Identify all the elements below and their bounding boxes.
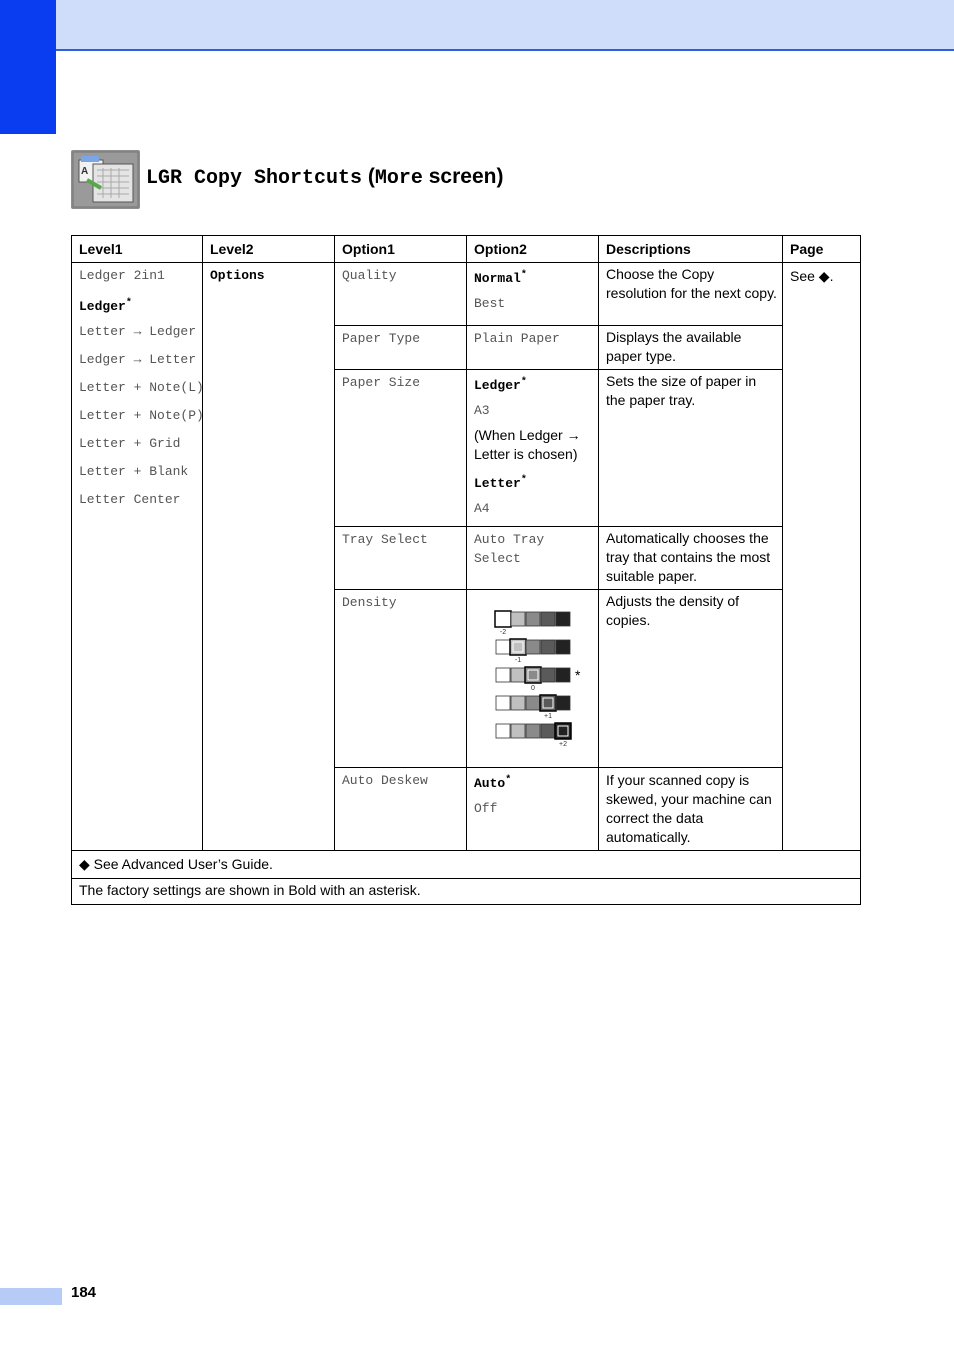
col-descriptions: Descriptions (606, 241, 691, 257)
desc-paper-size: Sets the size of paper in the paper tray. (606, 373, 757, 408)
density-swatch (541, 668, 555, 682)
density-swatch (511, 612, 525, 626)
density-swatch (511, 696, 525, 710)
option1-tray-select: Tray Select (342, 532, 428, 547)
title-paren: ( (367, 165, 375, 188)
density-default-marker: * (575, 667, 581, 683)
page-number: 184 (71, 1284, 97, 1301)
density-swatch (496, 696, 510, 710)
density-swatch (511, 724, 525, 738)
level1-item: Letter + Note(L) (79, 380, 204, 395)
desc-density: Adjusts the density of copies. (606, 593, 740, 628)
density-level-label: -2 (499, 629, 507, 636)
level1-item: Ledger* (79, 298, 132, 314)
density-level-label: +1 (544, 713, 552, 720)
density-swatch (496, 668, 510, 682)
density-swatch-inner (513, 642, 523, 652)
density-swatch (511, 668, 525, 682)
copy-document-icon (71, 150, 140, 209)
desc-tray-select: Automatically chooses the tray that contains the most suitable paper. (606, 530, 771, 584)
section-title (146, 165, 503, 190)
title-more: More (374, 167, 423, 190)
level1-item: Letter + Note(P) (79, 408, 204, 423)
page-ref: See ◆. (790, 268, 834, 284)
option2-tray-select: Auto Tray Select (474, 532, 545, 566)
option2-quality: Normal* Best (474, 270, 527, 311)
density-swatch (541, 724, 555, 738)
col-option2: Option2 (474, 241, 527, 257)
title-shortcuts: LGR Copy Shortcuts (146, 167, 363, 190)
desc-paper-type: Displays the available paper type. (606, 329, 742, 364)
density-swatch-inner (558, 726, 568, 736)
option1-paper-type: Paper Type (342, 331, 421, 346)
col-page: Page (790, 241, 824, 257)
density-level-label: +2 (559, 741, 567, 748)
density-level-label: 0 (531, 685, 535, 692)
density-swatch (556, 696, 570, 710)
density-swatch (526, 640, 540, 654)
density-swatch (541, 612, 555, 626)
density-swatch (556, 640, 570, 654)
level1-list (79, 262, 204, 514)
density-swatch (526, 612, 540, 626)
density-scale (474, 606, 596, 756)
option1-quality: Quality (342, 268, 397, 283)
option1-auto-deskew: Auto Deskew (342, 773, 428, 788)
density-swatch (495, 611, 511, 627)
page-strip (0, 1288, 62, 1305)
density-swatch (496, 724, 510, 738)
level1-item: Letter Center (79, 492, 181, 507)
density-swatch (526, 724, 540, 738)
desc-quality: Choose the Copy resolution for the next copy. (606, 266, 777, 301)
option2-auto-deskew: Auto* Off (474, 775, 512, 816)
title-screen: screen) (428, 165, 504, 188)
level1-item: Ledger 2in1 (79, 268, 165, 283)
density-swatch (556, 668, 570, 682)
density-swatch (541, 640, 555, 654)
svg-text:A: A (81, 166, 89, 177)
col-level1: Level1 (79, 241, 123, 257)
option2-paper-size: Ledger* A3 (When Ledger → Letter is chosen) Letter* A4 (474, 377, 581, 516)
density-swatch (556, 612, 570, 626)
option1-density: Density (342, 595, 397, 610)
level1-item: Letter + Grid (79, 436, 181, 451)
level1-item: Letter → Ledger (79, 324, 197, 339)
top-band (0, 0, 954, 51)
level2-options: Options (210, 268, 265, 283)
density-swatch-inner (528, 670, 538, 680)
level1-item: Ledger → Letter (79, 352, 197, 367)
level1-item: Letter + Blank (79, 464, 189, 479)
col-option1: Option1 (342, 241, 395, 257)
footnote-factory-settings: The factory settings are shown in Bold with an asterisk. (79, 882, 421, 898)
desc-auto-deskew: If your scanned copy is skewed, your machine can correct the data automatically. (606, 772, 772, 845)
option1-paper-size: Paper Size (342, 375, 421, 390)
footnote-advanced-guide: ◆ See Advanced User’s Guide. (79, 856, 273, 872)
density-level-label: -1 (514, 657, 522, 664)
option2-paper-type: Plain Paper (474, 331, 560, 346)
density-swatch-inner (543, 698, 553, 708)
density-swatch (526, 696, 540, 710)
chapter-tab (0, 0, 56, 134)
density-swatch (496, 640, 510, 654)
settings-table (71, 235, 861, 905)
col-level2: Level2 (210, 241, 254, 257)
